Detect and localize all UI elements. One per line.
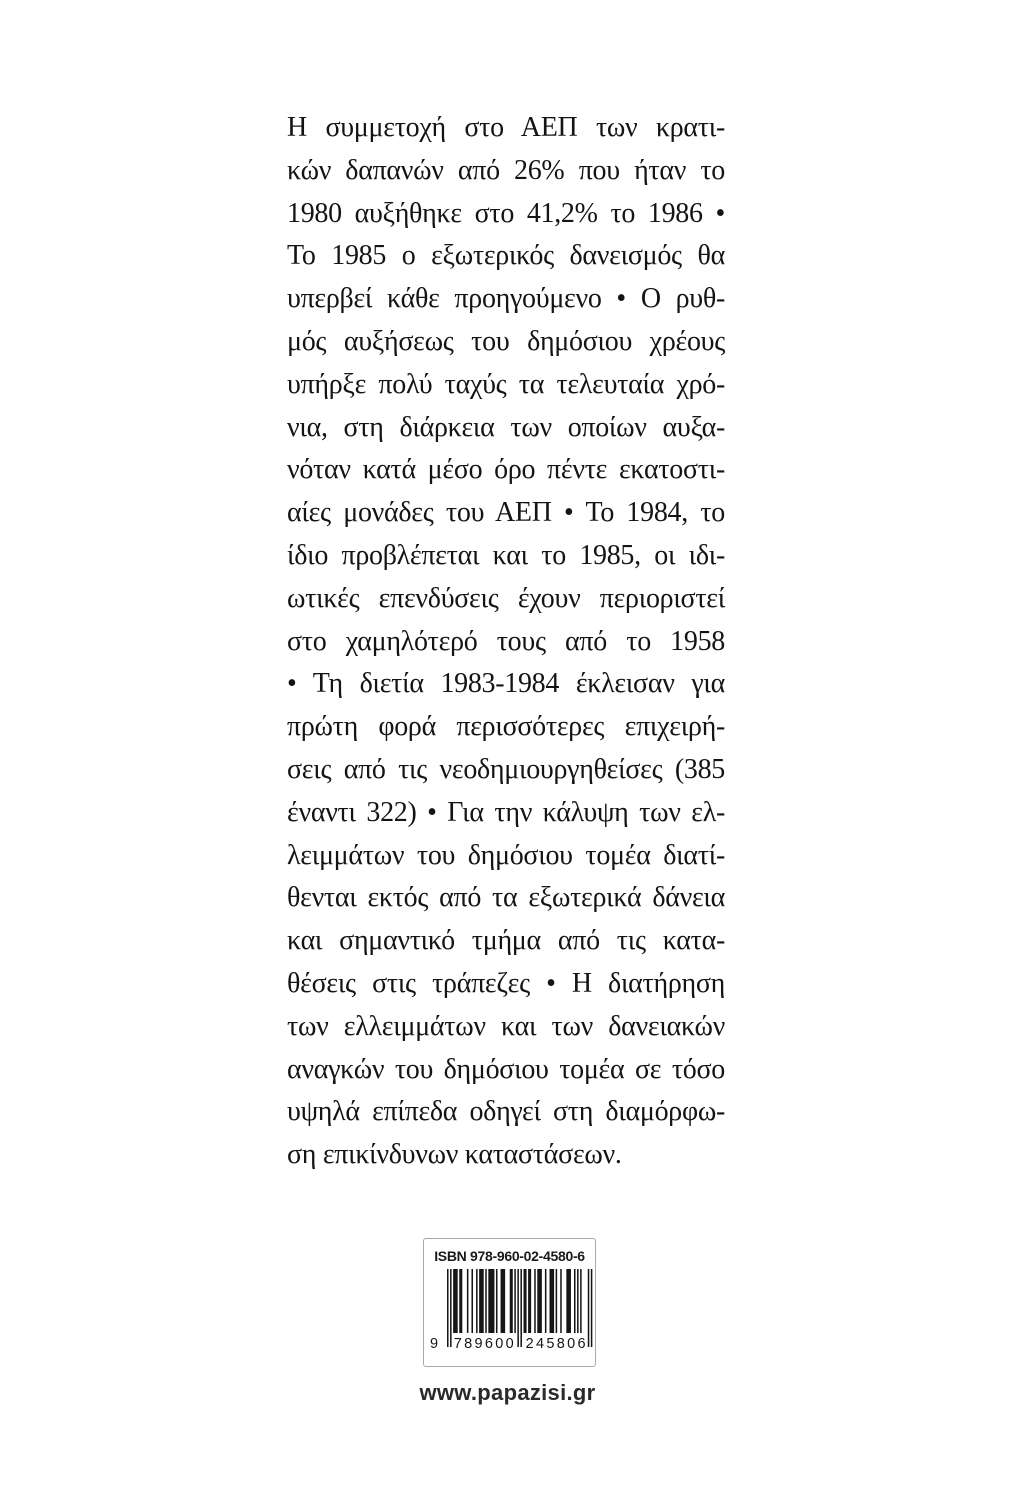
barcode-svg bbox=[427, 1269, 593, 1349]
isbn-label: ISBN 978-960-02-4580-6 bbox=[434, 1248, 585, 1264]
body-text-line: μός αυξήσεως του δημόσιου χρέους bbox=[287, 325, 725, 357]
body-text-line: υψηλά επίπεδα οδηγεί στη διαμόρφω- bbox=[287, 1096, 725, 1128]
body-text-line: ση επικίνδυνων καταστάσεων. bbox=[287, 1139, 622, 1171]
body-text-line: αναγκών του δημόσιου τομέα σε τόσο bbox=[287, 1053, 725, 1085]
body-text-line: • Τη διετία 1983-1984 έκλεισαν για bbox=[287, 668, 725, 700]
body-text-line: υπερβεί κάθε προηγούμενο • Ο ρυθ- bbox=[287, 283, 725, 315]
body-text-line: αίες μονάδες του ΑΕΠ • Το 1984, το bbox=[287, 497, 725, 529]
body-text-line: στο χαμηλότερό τους από το 1958 bbox=[287, 625, 725, 657]
body-text-line: πρώτη φορά περισσότερες επιχειρή- bbox=[287, 711, 725, 743]
body-text-line: θενται εκτός από τα εξωτερικά δάνεια bbox=[287, 882, 725, 914]
barcode-digits: 245806 bbox=[525, 1336, 586, 1349]
body-text-line: νια, στη διάρκεια των οποίων αυξα- bbox=[287, 411, 725, 443]
body-text-line: 1980 αυξήθηκε στο 41,2% το 1986 • bbox=[287, 197, 725, 229]
body-text-line: και σημαντικό τμήμα από τις κατα- bbox=[287, 925, 725, 957]
website-row bbox=[0, 1380, 1015, 1406]
body-text-line: Η συμμετοχή στο ΑΕΠ των κρατι- bbox=[287, 112, 725, 143]
website-url: www.papazisi.gr bbox=[419, 1380, 596, 1405]
body-text-line: ίδιο προβλέπεται και το 1985, οι ιδι- bbox=[287, 539, 725, 571]
barcode-box bbox=[423, 1238, 596, 1367]
body-text-line: Το 1985 ο εξωτερικός δανεισμός θα bbox=[287, 240, 725, 272]
body-text bbox=[287, 107, 725, 1177]
body-text-line: ωτικές επενδύσεις έχουν περιοριστεί bbox=[287, 582, 725, 614]
body-text-line: υπήρξε πολύ ταχύς τα τελευταία χρό- bbox=[287, 368, 725, 400]
barcode-digits: 789600 bbox=[453, 1336, 514, 1349]
body-text-line: των ελλειμμάτων και των δανειακών bbox=[287, 1010, 725, 1042]
body-text-line: σεις από τις νεοδημιουργηθείσες (385 bbox=[287, 753, 725, 785]
body-text-line: θέσεις στις τράπεζες • Η διατήρηση bbox=[287, 967, 725, 999]
body-text-line: λειμμάτων του δημόσιου τομέα διατί- bbox=[287, 839, 725, 871]
body-text-line: νόταν κατά μέσο όρο πέντε εκατοστι- bbox=[287, 454, 725, 486]
body-text-line: κών δαπανών από 26% που ήταν το bbox=[287, 154, 725, 186]
body-text-line: έναντι 322) • Για την κάλυψη των ελ- bbox=[287, 796, 725, 828]
barcode-digits: 9 bbox=[429, 1336, 438, 1349]
